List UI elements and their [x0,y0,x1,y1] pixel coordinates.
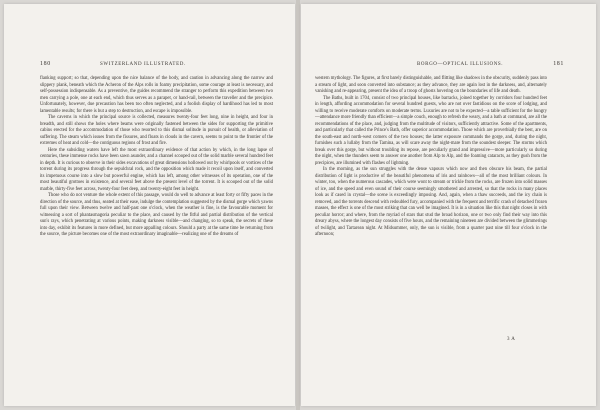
left-page-number: 180 [40,61,51,67]
left-running-head: SWITZERLAND ILLUSTRATED. [100,62,186,67]
left-page [4,4,295,406]
right-paragraph-2: The Baths, built in 1704, consist of two principal houses, like barracks, joined together by corridors four hundred feet in length, affording accommodation for several hundred guests, who are not over fastidious on the score of lodging, and willing to receive moderate comforts on moderate terms. Luxuries are not to be expected—a table sufficient for the hungry—attendance more friendly than efficient—a simple couch, enough to refresh the weary, and a bath at command, are all the recommendations of the place, and, judging from the multitude of visitors, sufficiently attractive. Some of the apartments, and particularly that called the Prince's Bath, offer superior accommodation. Those which are proverbially the best, are on the south-east and north-west corners of the two houses; the latter exposure commands the gorge, and, during the night, furnishes such a lullaby from the Tamina, as will scare away the night-mare from the soundest sleeper. The storms which break over this gorge, but without troubling its repose, are peculiarly grand and impressive—more particularly so during the night, when the thunders seem to answer one another from Alp to Alp, and the foaming cataracts, as they gush from the precipices, are illumined with flashes of lightning. [315,95,547,166]
right-running-head: BORGO—OPTICAL ILLUSIONS. [417,62,504,67]
signature-mark: 3 A [507,337,516,342]
left-paragraph-2: The caverns in which the principal source is collected, measures twenty-four feet long, nine in height, and four in breadth, and still shows the holes where beams were originally fastened between the sides for supporting the primitive cabins erected for the accommodation of those who resorted to this dismal solitude in pursuit of health, or alleviation of suffering. The steam which issues from the fissures, and floats in clouds in the cavern, seems to point to the frontier of the extremes of heat and cold—the contiguous regions of frost and fire. [40,115,273,146]
book-gutter [296,0,300,410]
left-paragraph-3: Here the subsiding waters have left the most extraordinary evidence of that action by which, in the long lapse of centuries, these immense rocks have been sawn asunder, and a channel scooped out of the solid marble several hundred feet in depth. It is curious to observe in their sides excavations of great dimensions hollowed out by whirlpools or vortices of the torrent during its progress through the sepulchral rock, and the opposition which made it recoil upon itself, and converted its impetuous course into a slow but powerful engine, which has left, among other witnesses of its operation, one of the most beautiful grottoes in existence, and several feet above the present level of the torrent. It is scooped out of the solid marble, thirty-five feet across, twenty-four feet deep, and twenty-eight feet in height. [40,147,273,192]
right-paragraph-1: western mythology. The figures, at first barely distinguishable, and flitting like shadows in the obscurity, suddenly pass into a stream of light, and soon converted into substance; as they advance, they are again lost in the darkness, and, alternately vanishing and re-appearing, present the idea of a troop of ghosts hovering on the boundaries of life and death. [315,76,547,94]
left-paragraph-1: flanking support; so that, depending upon the nice balance of the body, and caution in advancing along the narrow and slippery plank, beneath which the Acheron of the Alps rolls in foamy precipitation, some courage at least is necessary, and self-possession indispensable. As a preventive, the guides recommend the stranger to perform this expedition between two men carrying a pole, one at each end, which thus serves as a parapet, or hand-rail, between the traveller and the precipice. Unfortunately, however, due precaution has been too often neglected, and a foolish display of hardihood has led to most lamentable results; for there is but a step to destruction, and escape is impossible. [40,76,273,114]
left-paragraph-4: Those who do not venture the whole extent of this passage, would do well to advance at least forty or fifty paces in the direction of the source, and thus, seated at their ease, indulge the contemplation suggested by the dismal gorge which yawns full upon their view. Between twelve and half-past one o'clock, when the weather is fine, is the favourable moment for witnessing a sort of phantasmagoria peculiar to the place, and caused by the fitful and partial distribution of the vertical sun's rays, which penetrating at various points, making darkness visible—and changing, so to speak, the secrets of these into day, exhibit its features in more defined, but more appalling colours. Should a party at the same time be returning from the source, the picture becomes one of the most extraordinary imaginable—realizing one of the dreams of [40,193,273,237]
right-page-number: 181 [553,61,564,67]
left-page-body [40,76,273,239]
right-paragraph-3: In the morning, as the sun struggles with the dense vapours which now and then obscure his beam, the partial distribution of light is productive of the beautiful phenomena of iris and rainbows—all of the most brilliant colours. In winter, too, when the numerous cascades, which were wont to stream or trickle from the rocks, are frozen into solid masses of ice, and the speed and even sound of their course seemingly smothered and arrested, so that the rocks in many places look as if cased in crystal—the scene is exceedingly imposing. And, again, when a thaw succeeds, and the icy chain is removed, and the torrents descend with redoubled fury, accompanied with the frequent and terrific crash of detached frozen masses, the effect is one of the most striking that can well be imagined. It is in a situation like this that night closes in with peculiar horror; and where, from the myriad of stars that stud the broad horizon, one or two only find their way into this dreary abyss, where the longest day consists of five hours, and the remaining nineteen are divided between the glimmerings of twilight, and Tartarean night. At Midsummer, only, the sun is visible, from a quarter past nine till four o'clock in the afternoon; [315,167,547,237]
right-page-body [315,76,547,239]
right-page [301,4,596,406]
